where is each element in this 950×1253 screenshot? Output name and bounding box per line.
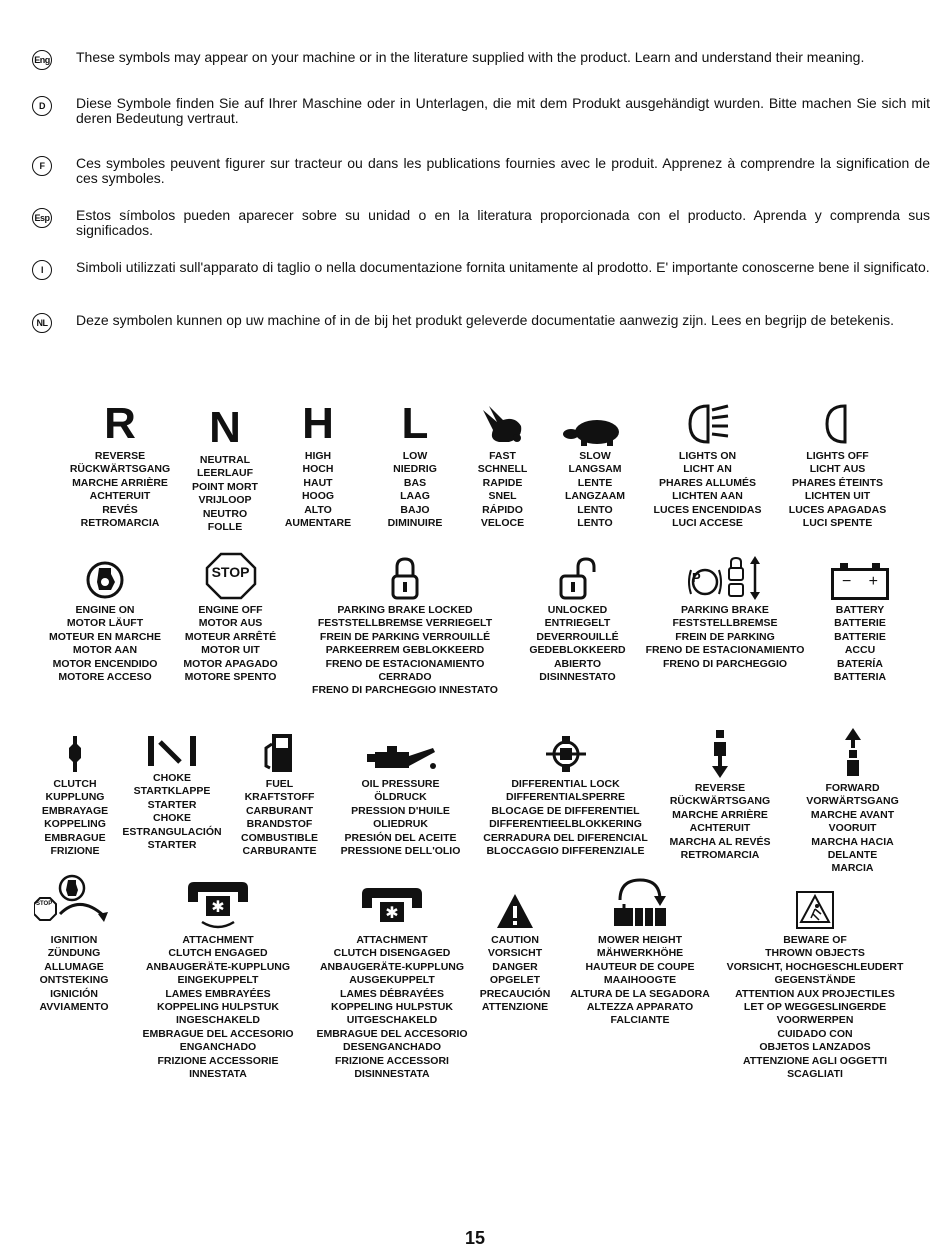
engine-on-icon (40, 548, 170, 600)
intro-text: These symbols may appear on your machine or in the literature supplied with the product. Learn and understand their meaning. (76, 49, 865, 65)
symbol-label: LOW NIEDRIG BAS LAAG BAJO DIMINUIRE (387, 450, 443, 530)
intro-text: Deze symbolen kunnen op uw machine of in de bij het produkt geleverde documentatie aanwezig zijn. Lees en begrijp de betekenis. (76, 312, 894, 328)
lights-off-icon (775, 398, 900, 446)
intro-english (32, 50, 930, 65)
symbol-ignition (24, 868, 124, 1014)
forward-arrow-icon (795, 724, 910, 778)
language-badge: Eng (32, 50, 52, 70)
attachment-engaged-icon (118, 868, 318, 930)
symbol-label: UNLOCKED ENTRIEGELT DEVERROUILLÉ GEDEBLOKKEERD ABIERTO DISINNESTATO (529, 604, 626, 684)
symbol-lights-off (775, 398, 900, 530)
symbol-clutch (30, 724, 120, 858)
symbol-label: ATTACHMENT CLUTCH DISENGAGED ANBAUGERÄTE-KUPPLUNG AUSGEKUPPELT LAMES DÉBRAYÉES KOPPELING HULPSTUK UITGESCHAKELD EMBRAGUE DEL ACCESORIO DESENGANCHADO FRIZIONE ACCESSORI DISINNESTATA (316, 934, 468, 1081)
parking-brake-icon (635, 548, 815, 600)
symbol-label: BEWARE OF THROWN OBJECTS VORSICHT, HOCHGESCHLEUDERT GEGENSTÄNDE ATTENTION AUX PROJECTILES LET OP WEGGESLINGERDE VOORWERPEN CUIDADO CON OBJETOS LANZADOS ATTENZIONE AGLI OGGETTI SCAGLIATI (726, 934, 904, 1081)
symbol-label: NEUTRAL LEERLAUF POINT MORT VRIJLOOP NEUTRO FOLLE (192, 454, 258, 534)
symbol-attachment-disengaged (302, 868, 482, 1081)
symbol-reverse (55, 398, 185, 530)
symbol-label: LIGHTS ON LICHT AN PHARES ALLUMÉS LICHTEN AAN LUCES ENCENDIDAS LUCI ACCESE (653, 450, 762, 530)
caution-icon (470, 868, 560, 930)
letter-r-icon: R (104, 399, 136, 448)
symbol-engine-on (40, 548, 170, 684)
stop-sign-text: STOP (211, 564, 250, 580)
battery-minus: − (842, 573, 852, 590)
symbol-differential-lock (478, 724, 653, 858)
language-badge: Esp (32, 208, 52, 228)
symbol-label: OIL PRESSURE ÖLDRUCK PRESSION D'HUILE OLIEDRUK PRESIÓN DEL ACEITE PRESSIONE DELL'OLIO (340, 778, 461, 858)
symbol-parking-brake (635, 548, 815, 671)
clutch-icon (30, 724, 120, 774)
choke-icon (112, 724, 232, 768)
symbol-label: FAST SCHNELL RAPIDE SNEL RÁPIDO VELOCE (477, 450, 528, 530)
reverse-arrow-icon (655, 724, 785, 778)
language-badge: D (32, 96, 52, 116)
symbol-label: FUEL KRAFTSTOFF CARBURANT BRANDSTOF COMBUSTIBLE CARBURANTE (241, 778, 318, 858)
symbol-label: SLOW LANGSAM LENTE LANGZAAM LENTO LENTO (564, 450, 626, 530)
mower-height-icon (555, 868, 725, 930)
symbol-thrown-objects (715, 868, 915, 1081)
symbol-forward-arrow (795, 724, 910, 876)
letter-n-icon: N (209, 403, 241, 452)
intro-spanish (32, 208, 930, 238)
intro-italian (32, 260, 930, 275)
symbol-parking-brake-locked (300, 548, 510, 698)
intro-text: Diese Symbole finden Sie auf Ihrer Maschine oder in Unterlagen, die mit dem Produkt ausgehändigt wurden. Bitte machen Sie sich mit deren Bedeutung vertraut. (76, 95, 930, 126)
symbol-neutral (170, 398, 280, 534)
symbol-choke (112, 724, 232, 852)
oil-pressure-icon (323, 724, 478, 774)
intro-text: Estos símbolos pueden aparecer sobre su unidad o en la literatura proporcionada con el producto. Aprenda y comprenda sus significados. (76, 207, 930, 238)
symbol-label: DIFFERENTIAL LOCK DIFFERENTIALSPERRE BLOCAGE DE DIFFERENTIEL DIFFERENTIEELBLOKKERING CERRADURA DEL DIFERENCIAL BLOCCAGGIO DIFFERENZIALE (483, 778, 648, 858)
intro-text: Simboli utilizzati sull'apparato di taglio o nella documentazione fornita unitamente al prodotto. E' importante conoscerne bene il significato. (76, 259, 930, 275)
svg-text:✱: ✱ (211, 897, 225, 916)
engine-off-icon (168, 548, 293, 600)
parking-brake-locked-icon (300, 548, 510, 600)
ignition-icon (24, 868, 124, 930)
symbol-attachment-engaged (118, 868, 318, 1081)
intro-dutch (32, 313, 930, 328)
symbol-label: REVERSE RÜCKWÄRTSGANG MARCHE ARRIÈRE ACHTERUIT MARCHA AL REVÉS RETROMARCIA (669, 782, 771, 862)
symbol-label: PARKING BRAKE FESTSTELLBREMSE FREIN DE PARKING FRENO DE ESTACIONAMIENTO FRENO DI PARCHEGGIO (645, 604, 805, 670)
symbol-label: CHOKE STARTKLAPPE STARTER CHOKE ESTRANGULACIÓN STARTER (122, 772, 222, 852)
symbol-slow (540, 398, 650, 530)
differential-lock-icon (478, 724, 653, 774)
symbol-label: CLUTCH KUPPLUNG EMBRAYAGE KOPPELING EMBRAGUE FRIZIONE (41, 778, 109, 858)
symbol-label: LIGHTS OFF LICHT AUS PHARES ÉTEINTS LICHTEN UIT LUCES APAGADAS LUCI SPENTE (788, 450, 887, 530)
symbol-engine-off (168, 548, 293, 684)
intro-german (32, 96, 930, 126)
symbol-label: MOWER HEIGHT MÄHWERKHÖHE HAUTEUR DE COUPE MAAIHOOGTE ALTURA DE LA SEGADORA ALTEZZA APPARATO FALCIANTE (570, 934, 710, 1027)
language-badge: F (32, 156, 52, 176)
symbol-label: ENGINE ON MOTOR LÄUFT MOTEUR EN MARCHE MOTOR AAN MOTOR ENCENDIDO MOTORE ACCESO (49, 604, 161, 684)
intro-text: Ces symboles peuvent figurer sur tracteur ou dans les publications fournies avec le produit. Apprenez à comprendre la signification de ces symboles. (76, 155, 930, 186)
attachment-disengaged-icon (302, 868, 482, 930)
page-number: 15 (464, 1228, 486, 1248)
symbol-oil-pressure (323, 724, 478, 858)
symbol-battery (805, 548, 915, 684)
symbol-label: ATTACHMENT CLUTCH ENGAGED ANBAUGERÄTE-KUPPLUNG EINGEKUPPELT LAMES EMBRAYÉES KOPPELING HULPSTUK INGESCHAKELD EMBRAGUE DEL ACCESORIO ENGANCHADO FRIZIONE ACCESSORIE INNESTATA (142, 934, 294, 1081)
stop-sign-text: STOP (36, 901, 53, 907)
symbol-lights-on (640, 398, 775, 530)
symbol-label: ENGINE OFF MOTOR AUS MOTEUR ARRÊTÉ MOTOR UIT MOTOR APAGADO MOTORE SPENTO (183, 604, 278, 684)
lights-on-icon (640, 398, 775, 446)
battery-plus: + (868, 573, 878, 590)
unlocked-icon (520, 548, 635, 600)
symbol-label: IGNITION ZÜNDUNG ALLUMAGE ONTSTEKING IGNICIÓN AVVIAMENTO (39, 934, 109, 1014)
symbol-fuel (232, 724, 327, 858)
symbol-reverse-arrow (655, 724, 785, 862)
thrown-objects-icon (715, 868, 915, 930)
symbol-caution (470, 868, 560, 1014)
parking-p-letter: P (692, 570, 701, 585)
symbol-label: REVERSE RÜCKWÄRTSGANG MARCHE ARRIÈRE ACHTERUIT REVÉS RETROMARCIA (69, 450, 171, 530)
language-badge: I (32, 260, 52, 280)
symbol-unlocked (520, 548, 635, 684)
symbol-label: CAUTION VORSICHT DANGER OPGELET PRECAUCIÓN ATTENZIONE (479, 934, 551, 1014)
symbol-label: HIGH HOCH HAUT HOOG ALTO AUMENTARE (284, 450, 352, 530)
symbol-high (268, 398, 368, 530)
fuel-icon (232, 724, 327, 774)
language-badge: NL (32, 313, 52, 333)
symbol-mower-height (555, 868, 725, 1028)
symbol-label: BATTERY BATTERIE BATTERIE ACCU BATERÍA BATTERIA (833, 604, 887, 684)
svg-text:✱: ✱ (385, 903, 399, 922)
letter-l-icon: L (401, 399, 429, 448)
letter-h-icon: H (302, 399, 334, 448)
symbol-label: FORWARD VORWÄRTSGANG MARCHE AVANT VOORUIT MARCHA HACIA DELANTE MARCIA (806, 782, 899, 875)
battery-icon (805, 548, 915, 600)
symbol-label: PARKING BRAKE LOCKED FESTSTELLBREMSE VERRIEGELT FREIN DE PARKING VERROUILLÉ PARKEERREM GEBLOKKEERD FRENO DE ESTACIONAMIENTO CERRADO FRENO DI PARCHEGGIO INNESTATO (312, 604, 498, 697)
turtle-icon (540, 398, 650, 446)
intro-french (32, 156, 930, 186)
